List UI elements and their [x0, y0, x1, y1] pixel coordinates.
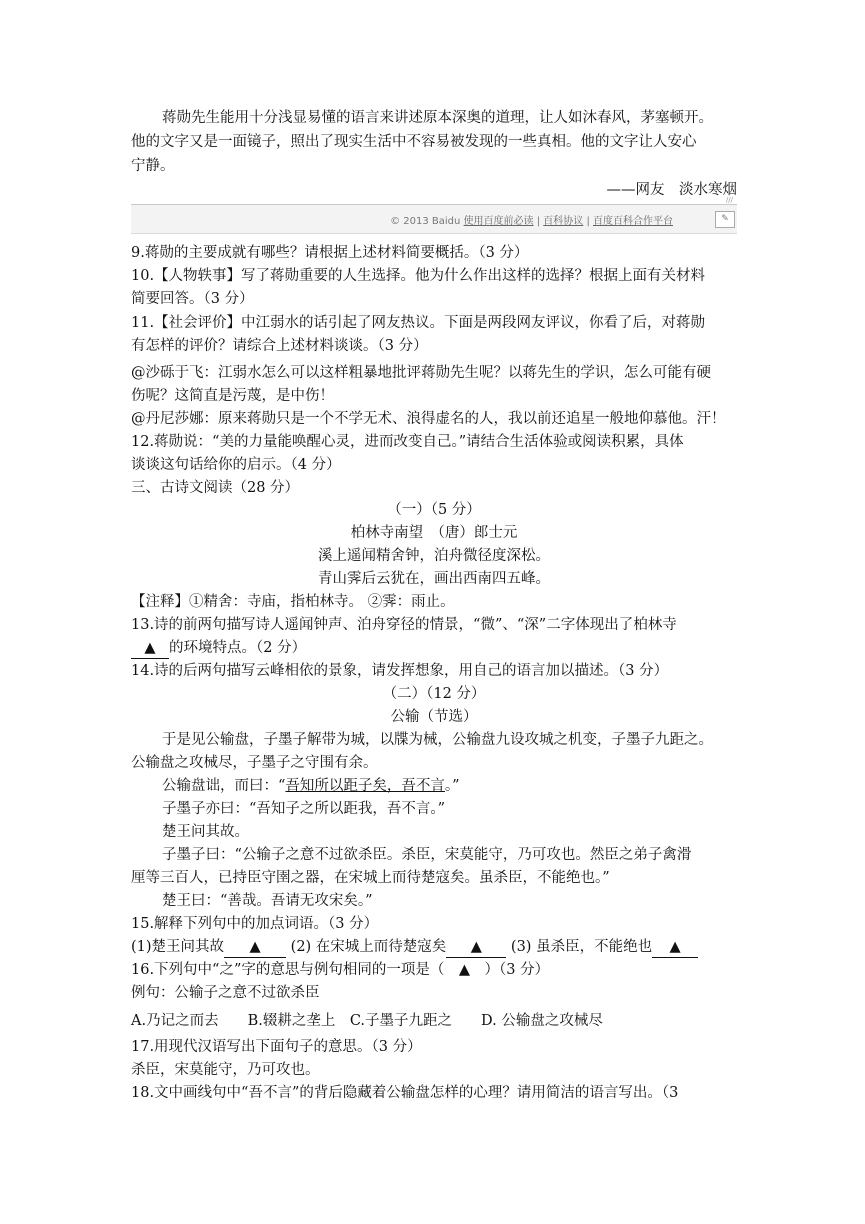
separator: | [533, 216, 544, 227]
section-3-heading: 三、古诗文阅读（28 分） [131, 480, 300, 496]
option-b[interactable]: B.辍耕之垄上 [247, 1013, 336, 1029]
question-11-line-2: 有怎样的评价？请综合上述材料谈谈。（3 分） [131, 338, 428, 354]
poem-title: 柏林寺南望 （唐）郎士元 [350, 525, 518, 541]
question-15: 15.解释下列句中的加点词语。（3 分） [131, 916, 379, 932]
option-c[interactable]: C.子墨子九距之 [349, 1013, 453, 1029]
answer-mark[interactable]: ▲ [458, 962, 471, 978]
copyright-text: © 2013 Baidu [390, 216, 461, 227]
example-sentence: 例句：公输子之意不过欲杀臣 [131, 985, 320, 1001]
poem-line-1: 溪上遥闻精舍钟，泊舟微径度深松。 [318, 548, 550, 564]
question-16 [131, 960, 549, 980]
passage-line-2: 公输盘之攻械尽，子墨子之守围有余。 [131, 755, 378, 771]
question-12-line-2: 谈谈这句话给你的启示。（4 分） [131, 457, 341, 473]
quote-line-2: 他的文字又是一面镜子，照出了现实生活中不容易被发现的一些真相。他的文字让人安心 [131, 134, 697, 150]
quote-author: ——网友 淡水寒烟 [606, 182, 737, 198]
passage-line-8: 楚王曰：“善哉。吾请无攻宋矣。” [162, 893, 373, 909]
question-13-rest: 的环境特点。（2 分） [169, 640, 307, 656]
comment-1-line-1: @沙砾于飞：江弱水怎么可以这样粗暴地批评蒋勋先生呢？以蒋先生的学识，怎么可能有硬 [131, 365, 711, 381]
question-13-line-2 [131, 638, 306, 659]
q15-item-2: (2) 在宋城上而待楚寇矣 [290, 939, 447, 955]
question-10-line-1: 10.【人物轶事】写了蒋勋重要的人生选择。他为什么作出这样的选择？根据上面有关材料 [131, 268, 706, 284]
q16-text: 16.下列句中“之”字的意思与例句相同的一项是（ [131, 962, 445, 978]
question-13-line-1: 13.诗的前两句描写诗人遥闻钟声、泊舟穿径的情景，“微”、“深”二字体现出了柏林寺 [131, 617, 677, 633]
passage-line-3 [162, 776, 460, 796]
passage-text: 公输盘诎，而曰：“ [162, 778, 286, 794]
answer-blank[interactable]: ▲ [224, 937, 286, 958]
passage-title: 公输（节选） [390, 709, 478, 725]
option-a[interactable]: A.乃记之而去 [131, 1013, 219, 1029]
footer-link-agreement[interactable]: 百科协议 [543, 216, 584, 227]
feedback-icon[interactable]: ✎ [715, 211, 735, 228]
question-14: 14.诗的后两句描写云峰相依的景象，请发挥想象，用自己的语言加以描述。（3 分） [131, 663, 669, 679]
question-18: 18.文中画线句中“吾不言”的背后隐藏着公输盘怎样的心理？请用简洁的语言写出。（3 [131, 1085, 679, 1101]
q16-text: ）（3 分） [484, 962, 550, 978]
passage-line-5: 楚王问其故。 [162, 824, 249, 840]
question-12-line-1: 12.蒋勋说：“美的力量能唤醒心灵，进而改变自己。”请结合生活体验或阅读积累，具体 [131, 434, 684, 450]
baidu-footer-text [390, 212, 673, 227]
answer-blank[interactable]: ▲ [131, 638, 169, 659]
answer-blank[interactable]: ▲ [446, 937, 506, 958]
footer-link-guide[interactable]: 使用百度前必读 [463, 216, 534, 227]
question-9: 9.蒋勋的主要成就有哪些？请根据上述材料简要概括。（3 分） [131, 245, 529, 261]
question-17: 17.用现代汉语写出下面句子的意思。（3 分） [131, 1039, 422, 1055]
q15-item-1: (1)楚王问其故 [131, 939, 225, 955]
bar-tag: /// [725, 196, 733, 204]
passage-line-1: 于是见公输盘，子墨子解带为城，以牒为械，公输盘九设攻城之机变，子墨子九距之。 [162, 732, 713, 748]
question-16-options [131, 1011, 603, 1031]
passage-text: 。” [444, 778, 460, 794]
question-15-items [131, 937, 698, 958]
comment-1-line-2: 伤呢？这简直是污蔑，是中伤！ [131, 388, 334, 404]
footer-link-partner[interactable]: 百度百科合作平台 [593, 216, 673, 227]
poem-note: 【注释】①精舍：寺庙，指柏林寺。 ②霁：雨止。 [131, 594, 455, 610]
answer-blank[interactable]: ▲ [652, 937, 698, 958]
q15-item-3: (3) 虽杀臣，不能绝也 [510, 939, 653, 955]
comment-2: @丹尼莎娜：原来蒋勋只是一个不学无术、浪得虚名的人，我以前还追星一般地仰慕他。汗！ [131, 411, 726, 427]
baidu-footer-bar [131, 196, 737, 234]
poem-line-2: 青山霁后云犹在，画出西南四五峰。 [318, 571, 550, 587]
quote-line-3: 宁静。 [131, 158, 175, 174]
underlined-sentence: 吾知所以距子矣，吾不言 [285, 778, 445, 794]
passage-line-4: 子墨子亦曰：“吾知子之所以距我，吾不言。” [162, 801, 446, 817]
passage-line-6: 子墨子曰：“公输子之意不过欲杀臣。杀臣，宋莫能守，乃可攻也。然臣之弟子禽滑 [162, 847, 692, 863]
question-10-line-2: 简要回答。（3 分） [131, 291, 254, 307]
question-17-sentence: 杀臣，宋莫能守，乃可攻也。 [131, 1062, 320, 1078]
option-d[interactable]: D. 公输盘之攻械尽 [481, 1013, 603, 1029]
passage-line-7: 厘等三百人，已持臣守圉之器，在宋城上而待楚寇矣。虽杀臣，不能绝也。” [131, 870, 610, 886]
question-11-line-1: 11.【社会评价】中江弱水的话引起了网友热议。下面是两段网友评议，你看了后，对蒋勋 [131, 315, 706, 331]
separator: | [583, 216, 593, 227]
part-1-heading: （一）（5 分） [387, 502, 481, 518]
part-2-heading: （二）（12 分） [382, 686, 486, 702]
quote-line-1: 蒋勋先生能用十分浅显易懂的语言来讲述原本深奥的道理，让人如沐春风，茅塞顿开。 [162, 110, 713, 126]
